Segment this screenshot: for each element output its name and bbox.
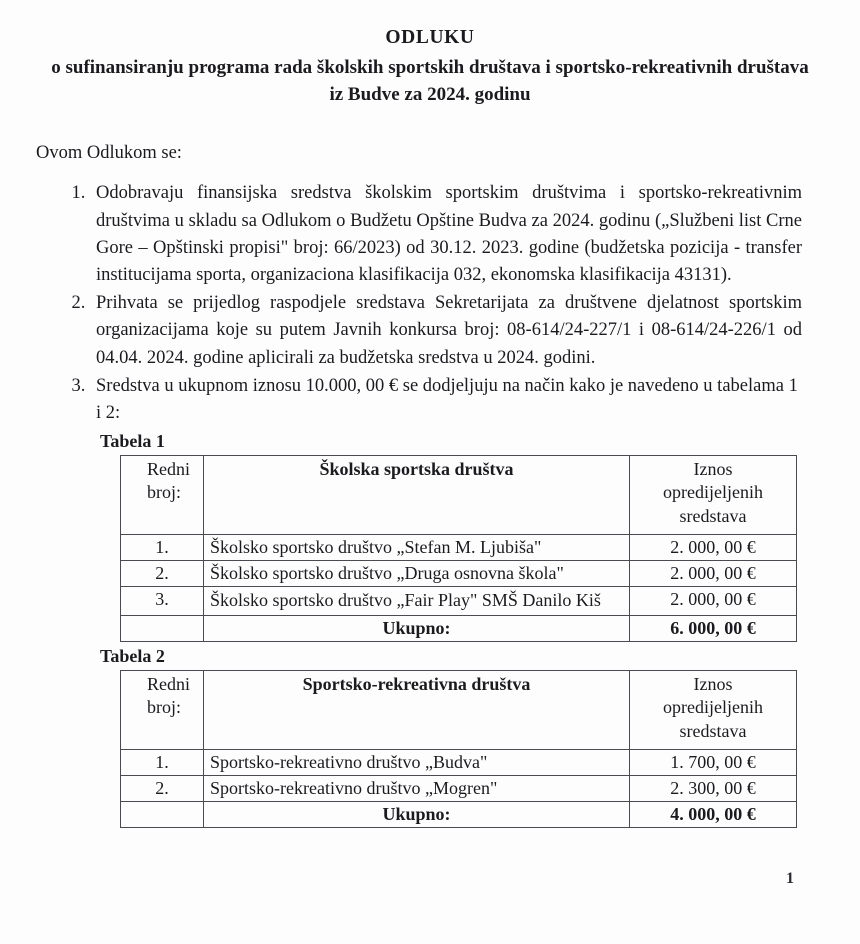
table-row [121,535,797,561]
table1-caption: Tabela 1 [100,431,165,452]
table1-total-label: Ukupno: [204,616,630,642]
table2-total-empty [121,802,204,828]
table2-header-amount-line3: sredstava [679,720,747,741]
table-row [121,750,797,776]
page-subtitle: o sufinansiranju programa rada školskih sportskih društava i sportsko-rekreativnih društava iz Budve za 2024. godinu [51,57,809,106]
table2-caption: Tabela 2 [100,646,165,667]
table1-body [121,535,797,642]
table-row [121,587,797,616]
table1-total-amount: 6. 000, 00 € [630,616,797,642]
table1-header-amount-line3: sredstava [679,505,747,526]
table1-header-amount-line2: opredijeljenih [663,482,763,503]
page-number: 1 [786,870,794,887]
clauses-list [58,180,802,427]
table2-header-name: Sportsko-rekreativna društva [204,671,630,750]
table1-row2-amount: 2. 000, 00 € [630,561,797,587]
table2-total-label: Ukupno: [204,802,630,828]
table1-header-no-line1: Redni [147,459,190,480]
table2-header-no-line1: Redni [147,674,190,695]
table1-row3-amount: 2. 000, 00 € [630,587,797,616]
table-school-sports-societies [120,455,797,642]
table1-row2-name: Školsko sportsko društvo „Druga osnovna škola" [204,561,630,587]
table1-header-name: Školska sportska društva [204,456,630,535]
table1-row1-name: Školsko sportsko društvo „Stefan M. Ljubiša" [204,535,630,561]
table2-row2-amount: 2. 300, 00 € [630,776,797,802]
table2-row1-no: 1. [121,750,204,776]
clause-item-1 [90,180,802,289]
intro-text: Ovom Odlukom se: [36,143,182,164]
table1-total-empty [121,616,204,642]
table1-head [121,456,797,535]
table1-header-no-line2: broj: [147,482,181,503]
table2-body [121,750,797,828]
clause-text-2: 2. Prihvata se prijedlog raspodjele sredstava Sekretarijata za društvene djelatnost sportskim organizacijama koje su putem Javnih konkursa broj: 08-614/24-227/1 i 08-614/24-226/1 od 04.04. 2024. godine aplicirali za budžetska sredstva u 2024. godini. [96,293,802,368]
table1-row3-no: 3. [121,587,204,616]
table1-row1-amount: 2. 000, 00 € [630,535,797,561]
table2-row2-no: 2. [121,776,204,802]
clause-item-2 [90,290,802,372]
table1-wrap [120,455,860,642]
table1-header-amount-line1: Iznos [693,459,733,480]
table1-header-no [121,456,204,535]
table2-header-amount [630,671,797,750]
table2-caption-wrap [100,646,860,667]
table1-row2-no: 2. [121,561,204,587]
table-sports-recreational-societies [120,670,797,828]
table2-header-amount-line1: Iznos [693,674,733,695]
table2-header-no-line2: broj: [147,697,181,718]
table1-row1-no: 1. [121,535,204,561]
table2-header-amount-line2: opredijeljenih [663,697,763,718]
table-header-row [121,671,797,750]
table2-total-amount: 4. 000, 00 € [630,802,797,828]
table-header-row [121,456,797,535]
clause-text-3: 3. Sredstva u ukupnom iznosu 10.000, 00 € se dodjeljuju na način kako je navedeno u tabelama 1 i 2: [96,375,798,423]
table1-caption-wrap [100,431,860,452]
clause-item-3 [90,373,802,427]
table1-row3-name: Školsko sportsko društvo „Fair Play" SMŠ Danilo Kiš [204,587,630,616]
table-row [121,776,797,802]
table2-head [121,671,797,750]
table2-total-row [121,802,797,828]
page-title: ODLUKU [385,27,475,48]
table2-header-no [121,671,204,750]
table2-row2-name: Sportsko-rekreativno društvo „Mogren" [204,776,630,802]
table2-wrap [120,670,860,828]
table1-header-amount [630,456,797,535]
table2-row1-name: Sportsko-rekreativno društvo „Budva" [204,750,630,776]
table1-total-row [121,616,797,642]
table-row [121,561,797,587]
clause-text-1: 1. Odobravaju finansijska sredstva školskim sportskim društvima i sportsko-rekreativnim društvima u skladu sa Odlukom o Budžetu Opštine Budva za 2024. godinu („Službeni list Crne Gore – Opštinski propisi" broj: 66/2023) od 30.12. 2023. godine (budžetska pozicija - transfer institucijama sporta, organizaciona klasifikacija 032, ekonomska klasifikacija 43131). [96,183,802,285]
table2-row1-amount: 1. 700, 00 € [630,750,797,776]
